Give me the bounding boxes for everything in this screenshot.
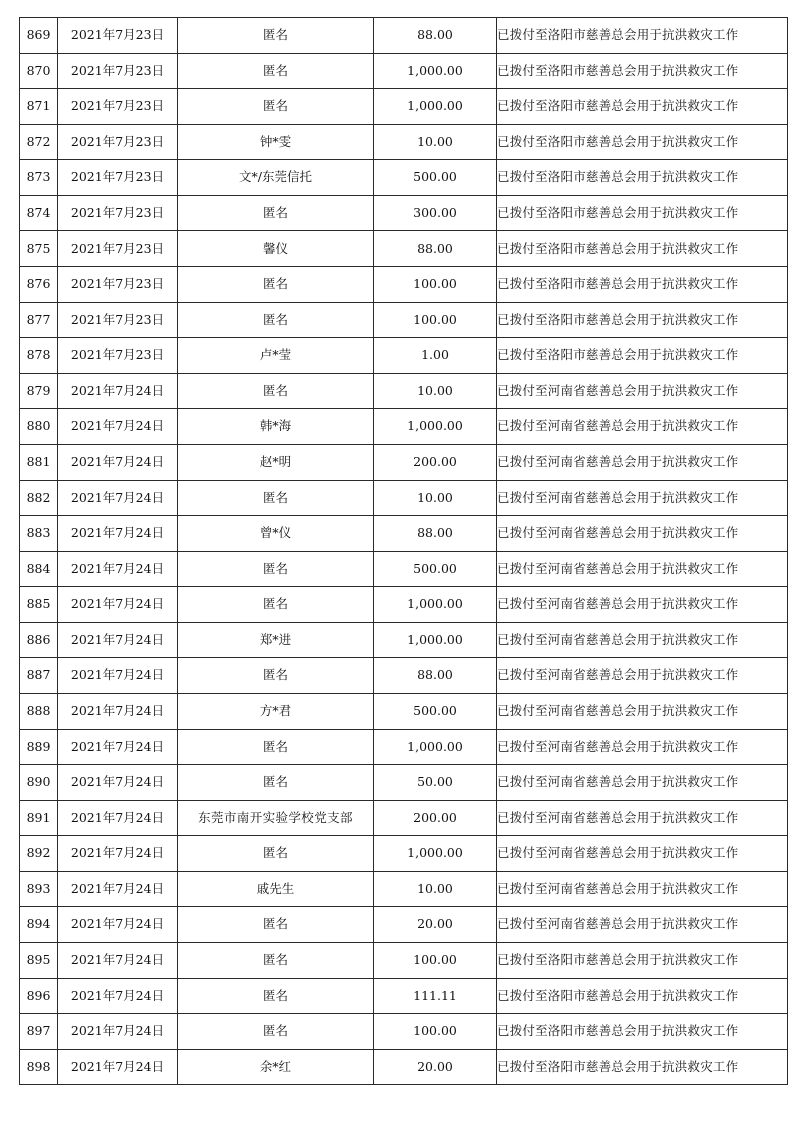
- donation-date-cell: 2021年7月23日: [58, 267, 178, 303]
- donation-amount-cell: 1,000.00: [374, 89, 497, 125]
- serial-number-cell: 885: [20, 587, 58, 623]
- serial-number-cell: 888: [20, 693, 58, 729]
- donation-date-cell: 2021年7月23日: [58, 18, 178, 54]
- donation-date-cell: 2021年7月24日: [58, 907, 178, 943]
- donation-amount-cell: 500.00: [374, 693, 497, 729]
- allocation-note-cell: 已拨付至洛阳市慈善总会用于抗洪救灾工作: [497, 338, 788, 374]
- serial-number-cell: 877: [20, 302, 58, 338]
- serial-number-cell: 895: [20, 943, 58, 979]
- table-row: [20, 693, 788, 729]
- donation-date-cell: 2021年7月24日: [58, 444, 178, 480]
- serial-number-cell: 890: [20, 765, 58, 801]
- allocation-note-cell: 已拨付至河南省慈善总会用于抗洪救灾工作: [497, 444, 788, 480]
- donation-amount-cell: 100.00: [374, 267, 497, 303]
- donation-date-cell: 2021年7月24日: [58, 516, 178, 552]
- allocation-note-cell: 已拨付至洛阳市慈善总会用于抗洪救灾工作: [497, 53, 788, 89]
- donation-date-cell: 2021年7月24日: [58, 409, 178, 445]
- donation-date-cell: 2021年7月24日: [58, 765, 178, 801]
- allocation-note-cell: 已拨付至河南省慈善总会用于抗洪救灾工作: [497, 373, 788, 409]
- donation-amount-cell: 1,000.00: [374, 409, 497, 445]
- table-row: [20, 622, 788, 658]
- table-row: [20, 800, 788, 836]
- donation-amount-cell: 200.00: [374, 800, 497, 836]
- donation-date-cell: 2021年7月23日: [58, 89, 178, 125]
- allocation-note-cell: 已拨付至洛阳市慈善总会用于抗洪救灾工作: [497, 195, 788, 231]
- donation-date-cell: 2021年7月23日: [58, 338, 178, 374]
- table-row: [20, 267, 788, 303]
- serial-number-cell: 896: [20, 978, 58, 1014]
- table-row: [20, 338, 788, 374]
- donation-date-cell: 2021年7月23日: [58, 302, 178, 338]
- table-row: [20, 89, 788, 125]
- allocation-note-cell: 已拨付至洛阳市慈善总会用于抗洪救灾工作: [497, 302, 788, 338]
- donor-name-cell: 匿名: [178, 267, 374, 303]
- table-row: [20, 231, 788, 267]
- donation-date-cell: 2021年7月24日: [58, 800, 178, 836]
- donor-name-cell: 匿名: [178, 480, 374, 516]
- donor-name-cell: 匿名: [178, 765, 374, 801]
- table-row: [20, 480, 788, 516]
- allocation-note-cell: 已拨付至洛阳市慈善总会用于抗洪救灾工作: [497, 18, 788, 54]
- table-row: [20, 1049, 788, 1085]
- donor-name-cell: 东莞市南开实验学校党支部: [178, 800, 374, 836]
- donation-date-cell: 2021年7月24日: [58, 480, 178, 516]
- donation-date-cell: 2021年7月24日: [58, 871, 178, 907]
- donation-date-cell: 2021年7月24日: [58, 1014, 178, 1050]
- donation-amount-cell: 100.00: [374, 302, 497, 338]
- allocation-note-cell: 已拨付至河南省慈善总会用于抗洪救灾工作: [497, 693, 788, 729]
- serial-number-cell: 881: [20, 444, 58, 480]
- donor-name-cell: 匿名: [178, 551, 374, 587]
- donation-amount-cell: 10.00: [374, 480, 497, 516]
- donation-amount-cell: 88.00: [374, 516, 497, 552]
- donor-name-cell: 匿名: [178, 195, 374, 231]
- donation-amount-cell: 500.00: [374, 160, 497, 196]
- serial-number-cell: 878: [20, 338, 58, 374]
- donor-name-cell: 方*君: [178, 693, 374, 729]
- donor-name-cell: 匿名: [178, 302, 374, 338]
- serial-number-cell: 874: [20, 195, 58, 231]
- donation-date-cell: 2021年7月24日: [58, 658, 178, 694]
- allocation-note-cell: 已拨付至洛阳市慈善总会用于抗洪救灾工作: [497, 89, 788, 125]
- donor-name-cell: 匿名: [178, 53, 374, 89]
- donation-amount-cell: 100.00: [374, 1014, 497, 1050]
- donation-amount-cell: 1,000.00: [374, 622, 497, 658]
- donation-date-cell: 2021年7月23日: [58, 195, 178, 231]
- allocation-note-cell: 已拨付至河南省慈善总会用于抗洪救灾工作: [497, 409, 788, 445]
- donation-date-cell: 2021年7月24日: [58, 729, 178, 765]
- donation-date-cell: 2021年7月24日: [58, 978, 178, 1014]
- donation-date-cell: 2021年7月24日: [58, 836, 178, 872]
- allocation-note-cell: 已拨付至洛阳市慈善总会用于抗洪救灾工作: [497, 1014, 788, 1050]
- allocation-note-cell: 已拨付至河南省慈善总会用于抗洪救灾工作: [497, 622, 788, 658]
- donation-amount-cell: 1,000.00: [374, 53, 497, 89]
- donor-name-cell: 曾*仪: [178, 516, 374, 552]
- table-row: [20, 195, 788, 231]
- allocation-note-cell: 已拨付至河南省慈善总会用于抗洪救灾工作: [497, 516, 788, 552]
- donor-name-cell: 赵*明: [178, 444, 374, 480]
- donation-amount-cell: 1,000.00: [374, 729, 497, 765]
- donation-table-body: [20, 18, 788, 1085]
- donation-date-cell: 2021年7月23日: [58, 53, 178, 89]
- table-row: [20, 765, 788, 801]
- table-row: [20, 124, 788, 160]
- allocation-note-cell: 已拨付至河南省慈善总会用于抗洪救灾工作: [497, 871, 788, 907]
- allocation-note-cell: 已拨付至洛阳市慈善总会用于抗洪救灾工作: [497, 160, 788, 196]
- allocation-note-cell: 已拨付至河南省慈善总会用于抗洪救灾工作: [497, 551, 788, 587]
- allocation-note-cell: 已拨付至河南省慈善总会用于抗洪救灾工作: [497, 658, 788, 694]
- allocation-note-cell: 已拨付至洛阳市慈善总会用于抗洪救灾工作: [497, 124, 788, 160]
- allocation-note-cell: 已拨付至河南省慈善总会用于抗洪救灾工作: [497, 729, 788, 765]
- table-row: [20, 53, 788, 89]
- serial-number-cell: 894: [20, 907, 58, 943]
- table-row: [20, 943, 788, 979]
- donor-name-cell: 匿名: [178, 943, 374, 979]
- table-row: [20, 978, 788, 1014]
- allocation-note-cell: 已拨付至河南省慈善总会用于抗洪救灾工作: [497, 836, 788, 872]
- table-row: [20, 836, 788, 872]
- allocation-note-cell: 已拨付至洛阳市慈善总会用于抗洪救灾工作: [497, 943, 788, 979]
- donation-amount-cell: 1.00: [374, 338, 497, 374]
- serial-number-cell: 873: [20, 160, 58, 196]
- serial-number-cell: 876: [20, 267, 58, 303]
- donation-amount-cell: 50.00: [374, 765, 497, 801]
- donation-amount-cell: 1,000.00: [374, 587, 497, 623]
- table-row: [20, 444, 788, 480]
- donor-name-cell: 钟*雯: [178, 124, 374, 160]
- table-row: [20, 373, 788, 409]
- allocation-note-cell: 已拨付至洛阳市慈善总会用于抗洪救灾工作: [497, 231, 788, 267]
- donor-name-cell: 韩*海: [178, 409, 374, 445]
- donation-amount-cell: 88.00: [374, 231, 497, 267]
- donation-date-cell: 2021年7月24日: [58, 373, 178, 409]
- allocation-note-cell: 已拨付至洛阳市慈善总会用于抗洪救灾工作: [497, 1049, 788, 1085]
- serial-number-cell: 886: [20, 622, 58, 658]
- donor-name-cell: 匿名: [178, 729, 374, 765]
- donation-date-cell: 2021年7月24日: [58, 587, 178, 623]
- table-row: [20, 587, 788, 623]
- table-row: [20, 551, 788, 587]
- allocation-note-cell: 已拨付至河南省慈善总会用于抗洪救灾工作: [497, 480, 788, 516]
- serial-number-cell: 897: [20, 1014, 58, 1050]
- donor-name-cell: 卢*莹: [178, 338, 374, 374]
- donor-name-cell: 匿名: [178, 18, 374, 54]
- donation-amount-cell: 300.00: [374, 195, 497, 231]
- serial-number-cell: 887: [20, 658, 58, 694]
- allocation-note-cell: 已拨付至洛阳市慈善总会用于抗洪救灾工作: [497, 978, 788, 1014]
- table-row: [20, 658, 788, 694]
- donation-date-cell: 2021年7月23日: [58, 231, 178, 267]
- serial-number-cell: 889: [20, 729, 58, 765]
- table-row: [20, 907, 788, 943]
- serial-number-cell: 872: [20, 124, 58, 160]
- donor-name-cell: 匿名: [178, 1014, 374, 1050]
- donor-name-cell: 馨仪: [178, 231, 374, 267]
- serial-number-cell: 898: [20, 1049, 58, 1085]
- donation-date-cell: 2021年7月23日: [58, 160, 178, 196]
- table-row: [20, 302, 788, 338]
- table-row: [20, 1014, 788, 1050]
- donor-name-cell: 匿名: [178, 587, 374, 623]
- donation-table: [19, 17, 788, 1085]
- donor-name-cell: 匿名: [178, 373, 374, 409]
- donation-date-cell: 2021年7月24日: [58, 693, 178, 729]
- allocation-note-cell: 已拨付至河南省慈善总会用于抗洪救灾工作: [497, 587, 788, 623]
- donation-date-cell: 2021年7月24日: [58, 1049, 178, 1085]
- table-row: [20, 160, 788, 196]
- donation-amount-cell: 88.00: [374, 658, 497, 694]
- allocation-note-cell: 已拨付至河南省慈善总会用于抗洪救灾工作: [497, 800, 788, 836]
- table-row: [20, 871, 788, 907]
- serial-number-cell: 870: [20, 53, 58, 89]
- donation-amount-cell: 10.00: [374, 124, 497, 160]
- donation-amount-cell: 20.00: [374, 1049, 497, 1085]
- donor-name-cell: 匿名: [178, 658, 374, 694]
- donation-date-cell: 2021年7月24日: [58, 551, 178, 587]
- donation-amount-cell: 200.00: [374, 444, 497, 480]
- donor-name-cell: 戚先生: [178, 871, 374, 907]
- donation-date-cell: 2021年7月24日: [58, 943, 178, 979]
- donor-name-cell: 匿名: [178, 978, 374, 1014]
- serial-number-cell: 892: [20, 836, 58, 872]
- donation-amount-cell: 100.00: [374, 943, 497, 979]
- donor-name-cell: 匿名: [178, 89, 374, 125]
- serial-number-cell: 871: [20, 89, 58, 125]
- donor-name-cell: 匿名: [178, 836, 374, 872]
- donor-name-cell: 郑*进: [178, 622, 374, 658]
- serial-number-cell: 891: [20, 800, 58, 836]
- donor-name-cell: 匿名: [178, 907, 374, 943]
- donation-date-cell: 2021年7月24日: [58, 622, 178, 658]
- donation-amount-cell: 88.00: [374, 18, 497, 54]
- serial-number-cell: 880: [20, 409, 58, 445]
- donation-amount-cell: 10.00: [374, 871, 497, 907]
- table-row: [20, 729, 788, 765]
- donation-amount-cell: 10.00: [374, 373, 497, 409]
- donor-name-cell: 文*/东莞信托: [178, 160, 374, 196]
- serial-number-cell: 882: [20, 480, 58, 516]
- donation-amount-cell: 111.11: [374, 978, 497, 1014]
- allocation-note-cell: 已拨付至河南省慈善总会用于抗洪救灾工作: [497, 907, 788, 943]
- table-row: [20, 516, 788, 552]
- donation-date-cell: 2021年7月23日: [58, 124, 178, 160]
- serial-number-cell: 883: [20, 516, 58, 552]
- allocation-note-cell: 已拨付至洛阳市慈善总会用于抗洪救灾工作: [497, 267, 788, 303]
- serial-number-cell: 875: [20, 231, 58, 267]
- serial-number-cell: 869: [20, 18, 58, 54]
- serial-number-cell: 893: [20, 871, 58, 907]
- donation-amount-cell: 20.00: [374, 907, 497, 943]
- allocation-note-cell: 已拨付至河南省慈善总会用于抗洪救灾工作: [497, 765, 788, 801]
- serial-number-cell: 879: [20, 373, 58, 409]
- serial-number-cell: 884: [20, 551, 58, 587]
- donation-amount-cell: 1,000.00: [374, 836, 497, 872]
- donor-name-cell: 余*红: [178, 1049, 374, 1085]
- table-row: [20, 409, 788, 445]
- table-row: [20, 18, 788, 54]
- donation-amount-cell: 500.00: [374, 551, 497, 587]
